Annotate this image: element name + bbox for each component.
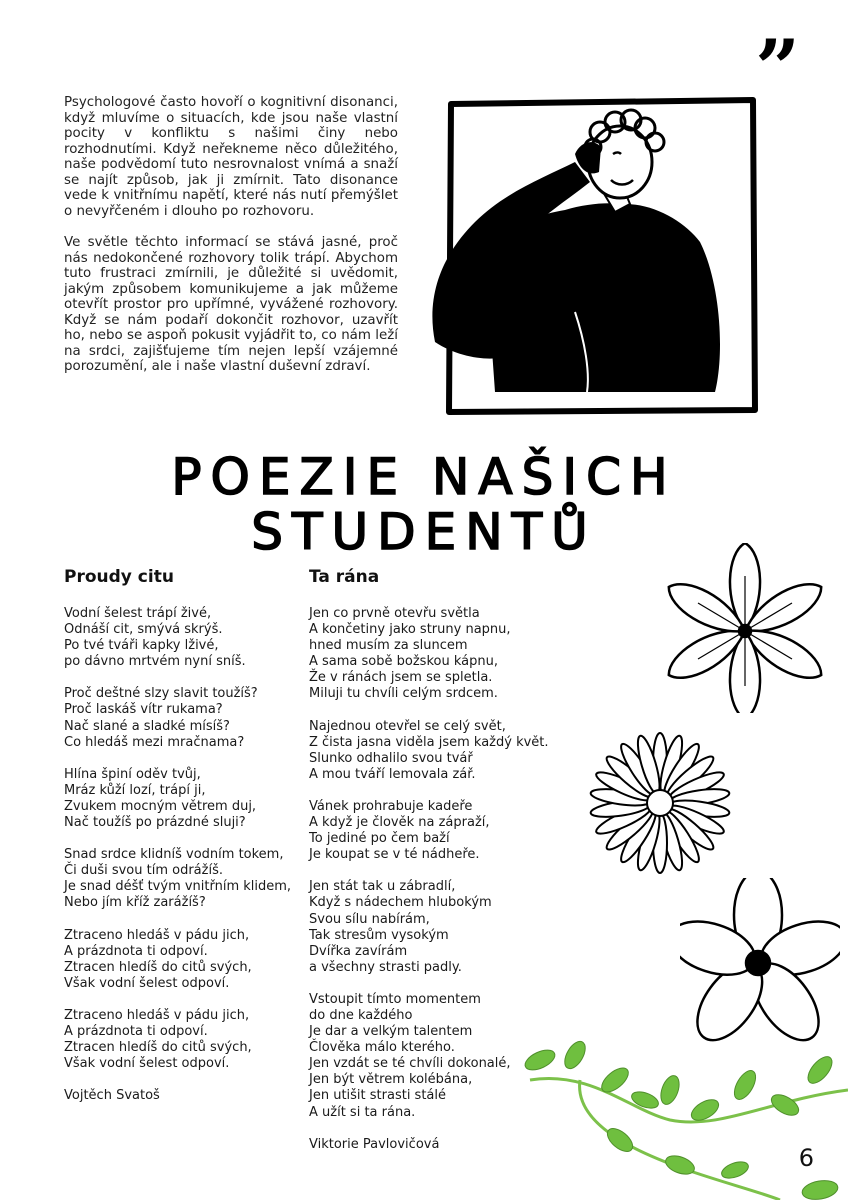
poem-title: Proudy citu (64, 567, 174, 587)
poem-line: Dvířka zavírám (309, 943, 408, 959)
poem-line: do dne každého (309, 1007, 413, 1023)
poem-line: A mou tváří lemovala zář. (309, 766, 476, 782)
poem-line: A sama sobě božskou kápnu, (309, 654, 498, 670)
poem-line: Z čista jasna viděla jsem každý květ. (309, 734, 549, 750)
poem-ta-rana (309, 566, 549, 1153)
flower-icon (660, 543, 830, 713)
poem-stanza (309, 606, 549, 703)
poem-line: Jen stát tak u zábradlí, (309, 879, 456, 895)
poem-line: Ztraceno hledáš v pádu jich, (64, 927, 250, 943)
poem-line: Či duši svou tím odrážíš. (64, 863, 223, 879)
quote-icon: ” (755, 23, 800, 114)
poem-line: A užít si ta rána. (309, 1104, 416, 1120)
poem-line: Ztraceno hledáš v pádu jich, (64, 1007, 250, 1023)
poem-stanza (64, 847, 291, 911)
poem-line: A prázdnota ti odpoví. (64, 1023, 208, 1039)
poem-title: Ta rána (309, 567, 380, 587)
poem-line: Zvukem mocným větrem duj, (64, 798, 257, 814)
intro-paragraph: Psychologové často hovoří o kognitivní disonanci, když mluvíme o situacích, kde jsou naše vlastní pocity v konfliktu s našimi činy nebo rozhodnutími. Když neřekneme něco důležitého, naše podvědomí tuto nesrovnalost vnímá a snaží se najít způsob, jak ji zmírnit. Tato disonance vede k vnitřnímu napětí, které nás nutí přemýšlet o nevyřčeném i dlouho po rozhovoru. (64, 95, 398, 219)
poem-stanza (309, 992, 549, 1121)
poem-line: Mráz kůží lozí, trápí ji, (64, 782, 206, 798)
poem-line: Vánek prohrabuje kadeře (309, 798, 473, 814)
poem-line: Je dar a velkým talentem (309, 1024, 473, 1040)
poem-line: hned musím za sluncem (309, 638, 468, 654)
poem-line: A prázdnota ti odpoví. (64, 943, 208, 959)
poem-line: a všechny strasti padly. (309, 959, 462, 975)
poem-line: Proč laskáš vítr rukama? (64, 702, 223, 718)
poem-line: Nebo jím kříž zarážíš? (64, 895, 206, 911)
poem-line: Snad srdce klidníš vodním tokem, (64, 847, 284, 863)
poem-line: Miluji tu chvíli celým srdcem. (309, 686, 498, 702)
thinking-person-illustration (415, 92, 760, 417)
poem-line: Když s nádechem hlubokým (309, 895, 492, 911)
poem-line: Odnáší cit, smývá skrýš. (64, 622, 223, 638)
poem-line: Je snad déšť tvým vnitřním klidem, (64, 879, 292, 895)
section-title: POEZIE NAŠICH STUDENTŮ (171, 448, 677, 561)
poem-line: Nač toužíš po prázdné sluji? (64, 815, 246, 831)
poem-stanza (309, 799, 549, 863)
poem-line: Je koupat se v té nádheře. (309, 847, 480, 863)
poem-line: A když je člověk na zápraží, (309, 815, 490, 831)
poem-line: Jen utišit strasti stálé (309, 1088, 447, 1104)
poem-line: Však vodní šelest odpoví. (64, 1056, 230, 1072)
poem-line: Člověka málo kterého. (309, 1040, 455, 1056)
poem-stanza (64, 1008, 291, 1072)
poem-line: Slunko odhalilo svou tvář (309, 750, 473, 766)
poem-line: Tak stresům vysokým (309, 927, 449, 943)
poem-line: Nač slané a sladké mísíš? (64, 718, 230, 734)
poem-line: A končetiny jako struny napnu, (309, 622, 511, 638)
intro-text (64, 95, 398, 391)
poem-line: To jediné po čem baží (309, 831, 450, 847)
intro-paragraph: Ve světle těchto informací se stává jasné, proč nás nedokončené rozhovory tolik trápí. Abychom tuto frustraci zmírnili, je důležité si uvědomit, jakým způsobem komunikujeme a jak můžeme otevřít prostor pro upřímné, vyvážené rozhovory. Když se nám podaří dokončit rozhovor, uzavřít ho, nebo se aspoň pokusit vyjádřit to, co nám leží na srdci, zajišťujeme tím nejen lepší vzájemné porozumění, ale i naše vlastní duševní zdraví. (64, 235, 398, 374)
poem-line: Jen co prvně otevřu světla (309, 606, 480, 621)
poem-line: Po tvé tváři kapky lživé, (64, 638, 219, 654)
anemone-icon (680, 878, 840, 1048)
poem-line: Najednou otevřel se celý svět, (309, 718, 506, 734)
poem-stanza (64, 928, 291, 992)
poem-line: Ztracen hledíš do citů svých, (64, 1040, 252, 1056)
poem-line: Svou sílu nabírám, (309, 911, 430, 927)
page-number: 6 (798, 1144, 814, 1172)
poem-line: Proč deštné slzy slavit toužíš? (64, 686, 258, 702)
poem-author: Viktorie Pavlovičová (309, 1136, 440, 1152)
leaf-vine-icon (520, 1030, 848, 1200)
poem-line: Vstoupit tímto momentem (309, 991, 481, 1007)
poem-line: Ztracen hledíš do citů svých, (64, 959, 252, 975)
poem-line: po dávno mrtvém nyní sníš. (64, 654, 246, 670)
poem-stanza (309, 879, 549, 976)
poem-stanza (64, 686, 291, 750)
poem-proudy-citu (64, 566, 291, 1104)
poem-line: Hlína špiní oděv tvůj, (64, 766, 201, 782)
poem-author: Vojtěch Svatoš (64, 1088, 160, 1104)
poem-line: Že v ránách jsem se spletla. (309, 670, 493, 686)
poem-line: Co hledáš mezi mračnama? (64, 734, 245, 750)
poem-line: Vodní šelest trápí živé, (64, 606, 212, 621)
daisy-icon (580, 728, 740, 878)
poem-line: Jen vzdát se té chvíli dokonalé, (309, 1056, 511, 1072)
poem-stanza (64, 767, 291, 831)
poem-line: Však vodní šelest odpoví. (64, 975, 230, 991)
poem-stanza (309, 719, 549, 783)
poem-stanza (64, 606, 291, 670)
poem-line: Jen být větrem kolébána, (309, 1072, 473, 1088)
